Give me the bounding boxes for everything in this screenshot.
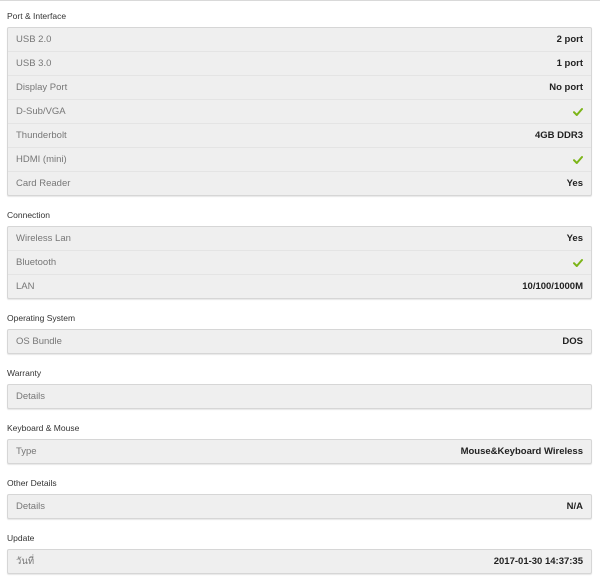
section-title-connection: Connection xyxy=(7,210,51,220)
spec-row-type xyxy=(8,440,591,463)
spec-row-display-port xyxy=(8,75,591,99)
section-title-warranty: Warranty xyxy=(7,368,42,378)
spec-label: USB 2.0 xyxy=(16,34,52,45)
spec-value: Yes xyxy=(566,233,583,244)
spec-label: Details xyxy=(16,501,46,512)
check-icon xyxy=(573,107,583,117)
spec-sheet xyxy=(7,5,592,582)
spec-value: 1 port xyxy=(556,58,583,69)
spec-label: LAN xyxy=(16,281,35,292)
section-title-other-details: Other Details xyxy=(7,478,57,488)
spec-row-update-date xyxy=(8,550,591,573)
spec-label: Details xyxy=(16,391,46,402)
spec-value: 2 port xyxy=(556,34,583,45)
check-icon xyxy=(573,258,583,268)
spec-label: D-Sub/VGA xyxy=(16,106,66,117)
section-title-operating-system: Operating System xyxy=(7,313,76,323)
section-title-port-interface: Port & Interface xyxy=(7,11,67,21)
spec-label: Card Reader xyxy=(16,178,71,189)
section-other-details xyxy=(7,494,592,519)
section-connection xyxy=(7,226,592,299)
spec-value: No port xyxy=(549,82,583,93)
spec-label: Wireless Lan xyxy=(16,233,71,244)
top-divider xyxy=(0,0,600,1)
section-title-update: Update xyxy=(7,533,35,543)
spec-value: N/A xyxy=(566,501,583,512)
spec-row-other-details xyxy=(8,495,591,518)
spec-label: Bluetooth xyxy=(16,257,57,268)
spec-label: วันที่ xyxy=(16,556,35,567)
spec-value: Yes xyxy=(566,178,583,189)
spec-row-hdmi-mini xyxy=(8,147,591,171)
section-operating-system xyxy=(7,329,592,354)
spec-row-card-reader xyxy=(8,171,591,195)
spec-row-thunderbolt xyxy=(8,123,591,147)
check-icon xyxy=(573,155,583,165)
spec-row-lan xyxy=(8,274,591,298)
spec-value: 2017-01-30 14:37:35 xyxy=(493,556,583,567)
spec-label: Display Port xyxy=(16,82,68,93)
spec-row-usb-2 xyxy=(8,28,591,51)
spec-value: DOS xyxy=(562,336,583,347)
spec-label: USB 3.0 xyxy=(16,58,52,69)
section-keyboard-mouse xyxy=(7,439,592,464)
spec-row-usb-3 xyxy=(8,51,591,75)
section-warranty xyxy=(7,384,592,409)
spec-value: 10/100/1000M xyxy=(522,281,583,292)
spec-row-dsub-vga xyxy=(8,99,591,123)
spec-value: Mouse&Keyboard Wireless xyxy=(460,446,583,457)
section-update xyxy=(7,549,592,574)
spec-label: HDMI (mini) xyxy=(16,154,67,165)
section-port-interface xyxy=(7,27,592,196)
section-title-keyboard-mouse: Keyboard & Mouse xyxy=(7,423,80,433)
spec-row-bluetooth xyxy=(8,250,591,274)
spec-row-wireless-lan xyxy=(8,227,591,250)
spec-label: OS Bundle xyxy=(16,336,62,347)
spec-label: Type xyxy=(16,446,37,457)
spec-row-os-bundle xyxy=(8,330,591,353)
spec-label: Thunderbolt xyxy=(16,130,67,141)
spec-value: 4GB DDR3 xyxy=(534,130,583,141)
spec-row-warranty-details xyxy=(8,385,591,408)
